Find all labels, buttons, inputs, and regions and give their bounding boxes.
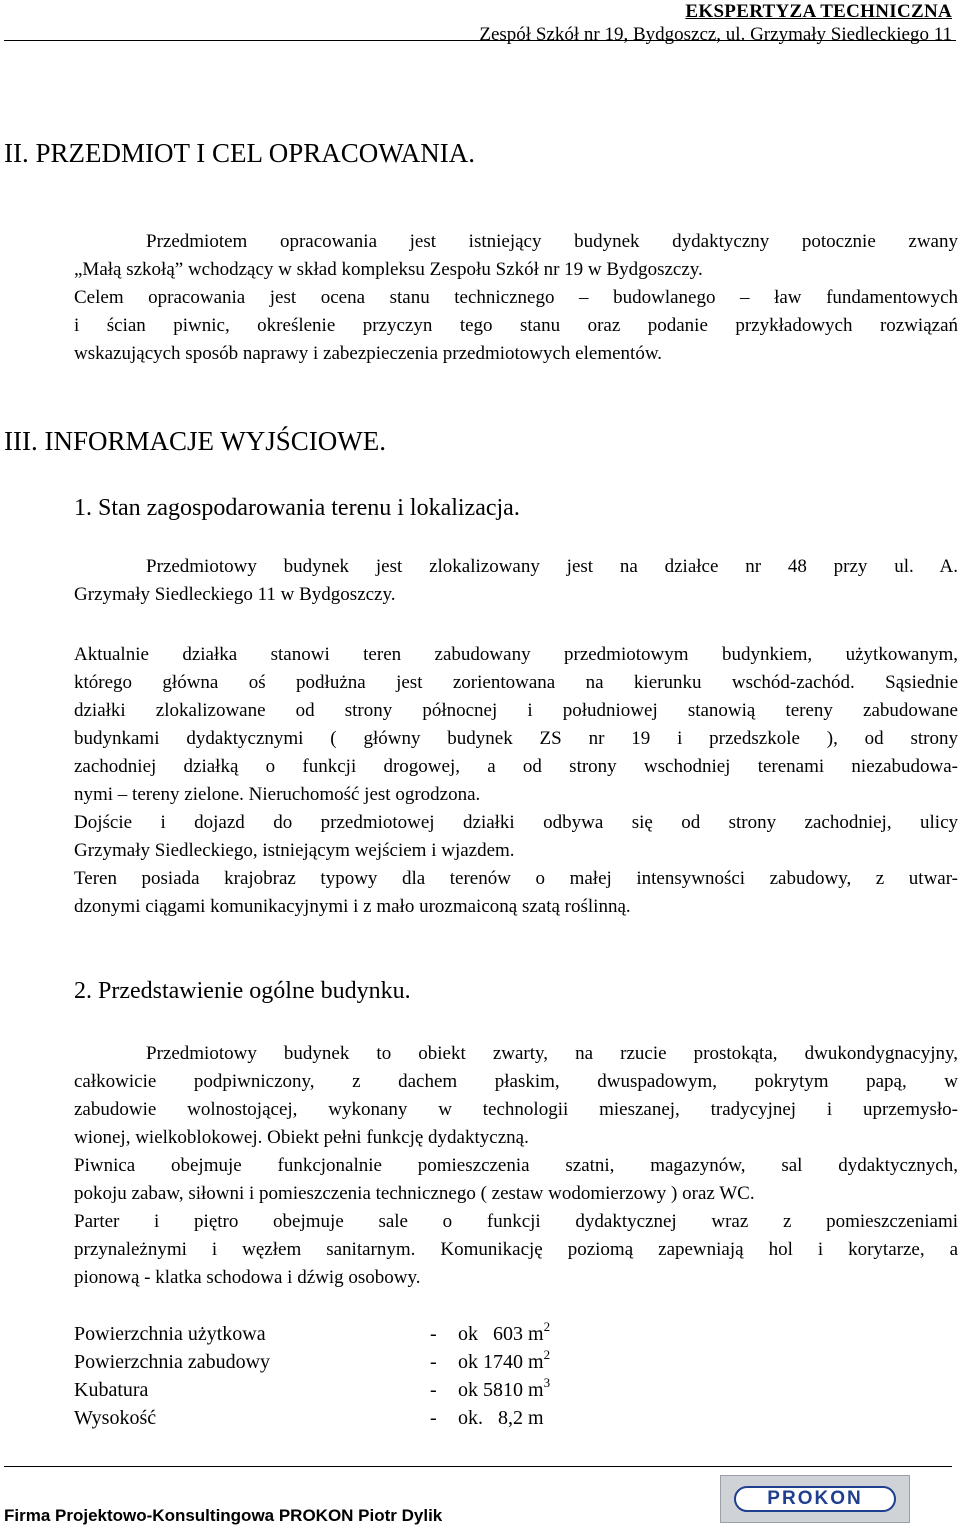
text-line: całkowicie podpiwniczony, z dachem płaskim, dwuspadowym, pokrytym papą, w xyxy=(74,1071,958,1092)
text-line: Grzymały Siedleckiego, istniejącym wejściem i wjazdem. xyxy=(74,840,515,861)
text-line: i ścian piwnic, określenie przyczyn tego stanu oraz podanie przykładowych rozwiązań xyxy=(74,315,958,336)
header-title: EKSPERTYZA TECHNICZNA xyxy=(685,1,952,22)
text-line: Piwnica obejmuje funkcjonalnie pomieszczenia szatni, magazynów, sal dydaktycznych, xyxy=(74,1155,958,1176)
header-divider xyxy=(4,40,956,41)
stat-label: Powierzchnia użytkowa xyxy=(74,1323,266,1345)
text-line: Przedmiotem opracowania jest istniejący budynek dydaktyczny potocznie zwany xyxy=(146,231,958,252)
stats-row xyxy=(74,1348,550,1376)
text-line: dzonymi ciągami komunikacyjnymi i z mało urozmaiconą szatą roślinną. xyxy=(74,896,631,917)
stat-dash: - xyxy=(430,1351,437,1373)
stat-value: ok 5810 $m^3$ xyxy=(458,1375,551,1401)
stat-label: Wysokość xyxy=(74,1407,157,1429)
footer-company: Firma Projektowo-Konsultingowa PROKON Piotr Dylik xyxy=(4,1506,443,1525)
stat-dash: - xyxy=(430,1379,437,1401)
stats-row xyxy=(74,1404,550,1432)
building-stats-table xyxy=(74,1320,550,1432)
logo-wordmark: PROKON xyxy=(734,1486,896,1512)
text-line: „Małą szkołą” wchodzący w skład kompleksu Zespołu Szkół nr 19 w Bydgoszczy. xyxy=(74,259,703,280)
stat-label: Powierzchnia zabudowy xyxy=(74,1351,271,1373)
section-2-paragraph xyxy=(74,228,958,368)
subsection-2-heading: 2. Przedstawienie ogólne budynku. xyxy=(74,978,411,1004)
subsection-1-paragraph-1 xyxy=(74,553,958,609)
stat-label: Kubatura xyxy=(74,1379,149,1401)
text-line: zachodniej działką o funkcji drogowej, a od strony wschodniej terenami niezabudowa- xyxy=(74,756,958,777)
stat-dash: - xyxy=(430,1407,437,1429)
prokon-logo xyxy=(720,1475,910,1523)
stat-value: ok. 8,2 m xyxy=(458,1407,544,1429)
text-line: przynależnymi i węzłem sanitarnym. Komunikację poziomą zapewniają hol i korytarze, a xyxy=(74,1239,958,1260)
text-line: Grzymały Siedleckiego 11 w Bydgoszczy. xyxy=(74,584,396,605)
stat-value: ok 603 $m^2$ xyxy=(458,1319,551,1345)
text-line: Dojście i dojazd do przedmiotowej działki odbywa się od strony zachodniej, ulicy xyxy=(74,812,958,833)
text-line: Parter i piętro obejmuje sale o funkcji dydaktycznej wraz z pomieszczeniami xyxy=(74,1211,958,1232)
stats-row xyxy=(74,1376,550,1404)
text-line: pionową - klatka schodowa i dźwig osobowy. xyxy=(74,1267,421,1288)
subsection-2-paragraph xyxy=(74,1040,958,1292)
text-line: nymi – tereny zielone. Nieruchomość jest ogrodzona. xyxy=(74,784,481,805)
text-line: którego główna oś podłużna jest zorientowana na kierunku wschód-zachód. Sąsiednie xyxy=(74,672,958,693)
stat-dash: - xyxy=(430,1323,437,1345)
text-line: Przedmiotowy budynek jest zlokalizowany jest na działce nr 48 przy ul. A. xyxy=(146,556,958,577)
text-line: zabudowie wolnostojącej, wykonany w technologii mieszanej, tradycyjnej i uprzemysło- xyxy=(74,1099,958,1120)
section-2-heading: II. PRZEDMIOT I CEL OPRACOWANIA. xyxy=(4,138,475,168)
footer-divider xyxy=(4,1466,952,1467)
stat-value: ok 1740 $m^2$ xyxy=(458,1347,551,1373)
text-line: Przedmiotowy budynek to obiekt zwarty, na rzucie prostokąta, dwukondygnacyjny, xyxy=(146,1043,958,1064)
header-subtitle: Zespół Szkół nr 19, Bydgoszcz, ul. Grzymały Siedleckiego 11 xyxy=(479,24,952,45)
text-line: Teren posiada krajobraz typowy dla terenów o małej intensywności zabudowy, z utwar- xyxy=(74,868,958,889)
text-line: pokoju zabaw, siłowni i pomieszczenia technicznego ( zestaw wodomierzowy ) oraz WC. xyxy=(74,1183,755,1204)
text-line: budynkami dydaktycznymi ( główny budynek ZS nr 19 i przedszkole ), od strony xyxy=(74,728,958,749)
section-3-heading: III. INFORMACJE WYJŚCIOWE. xyxy=(4,426,386,456)
text-line: Celem opracowania jest ocena stanu technicznego – budowlanego – ław fundamentowych xyxy=(74,287,958,308)
subsection-1-heading: 1. Stan zagospodarowania terenu i lokalizacja. xyxy=(74,495,520,521)
text-line: wskazujących sposób naprawy i zabezpieczenia przedmiotowych elementów. xyxy=(74,343,663,364)
text-line: wionej, wielkoblokowej. Obiekt pełni funkcję dydaktyczną. xyxy=(74,1127,529,1148)
text-line: Aktualnie działka stanowi teren zabudowany przedmiotowym budynkiem, użytkowanym, xyxy=(74,644,958,665)
stats-row xyxy=(74,1320,550,1348)
subsection-1-paragraph-2 xyxy=(74,641,958,921)
text-line: działki zlokalizowane od strony północnej i południowej stanowią tereny zabudowane xyxy=(74,700,958,721)
